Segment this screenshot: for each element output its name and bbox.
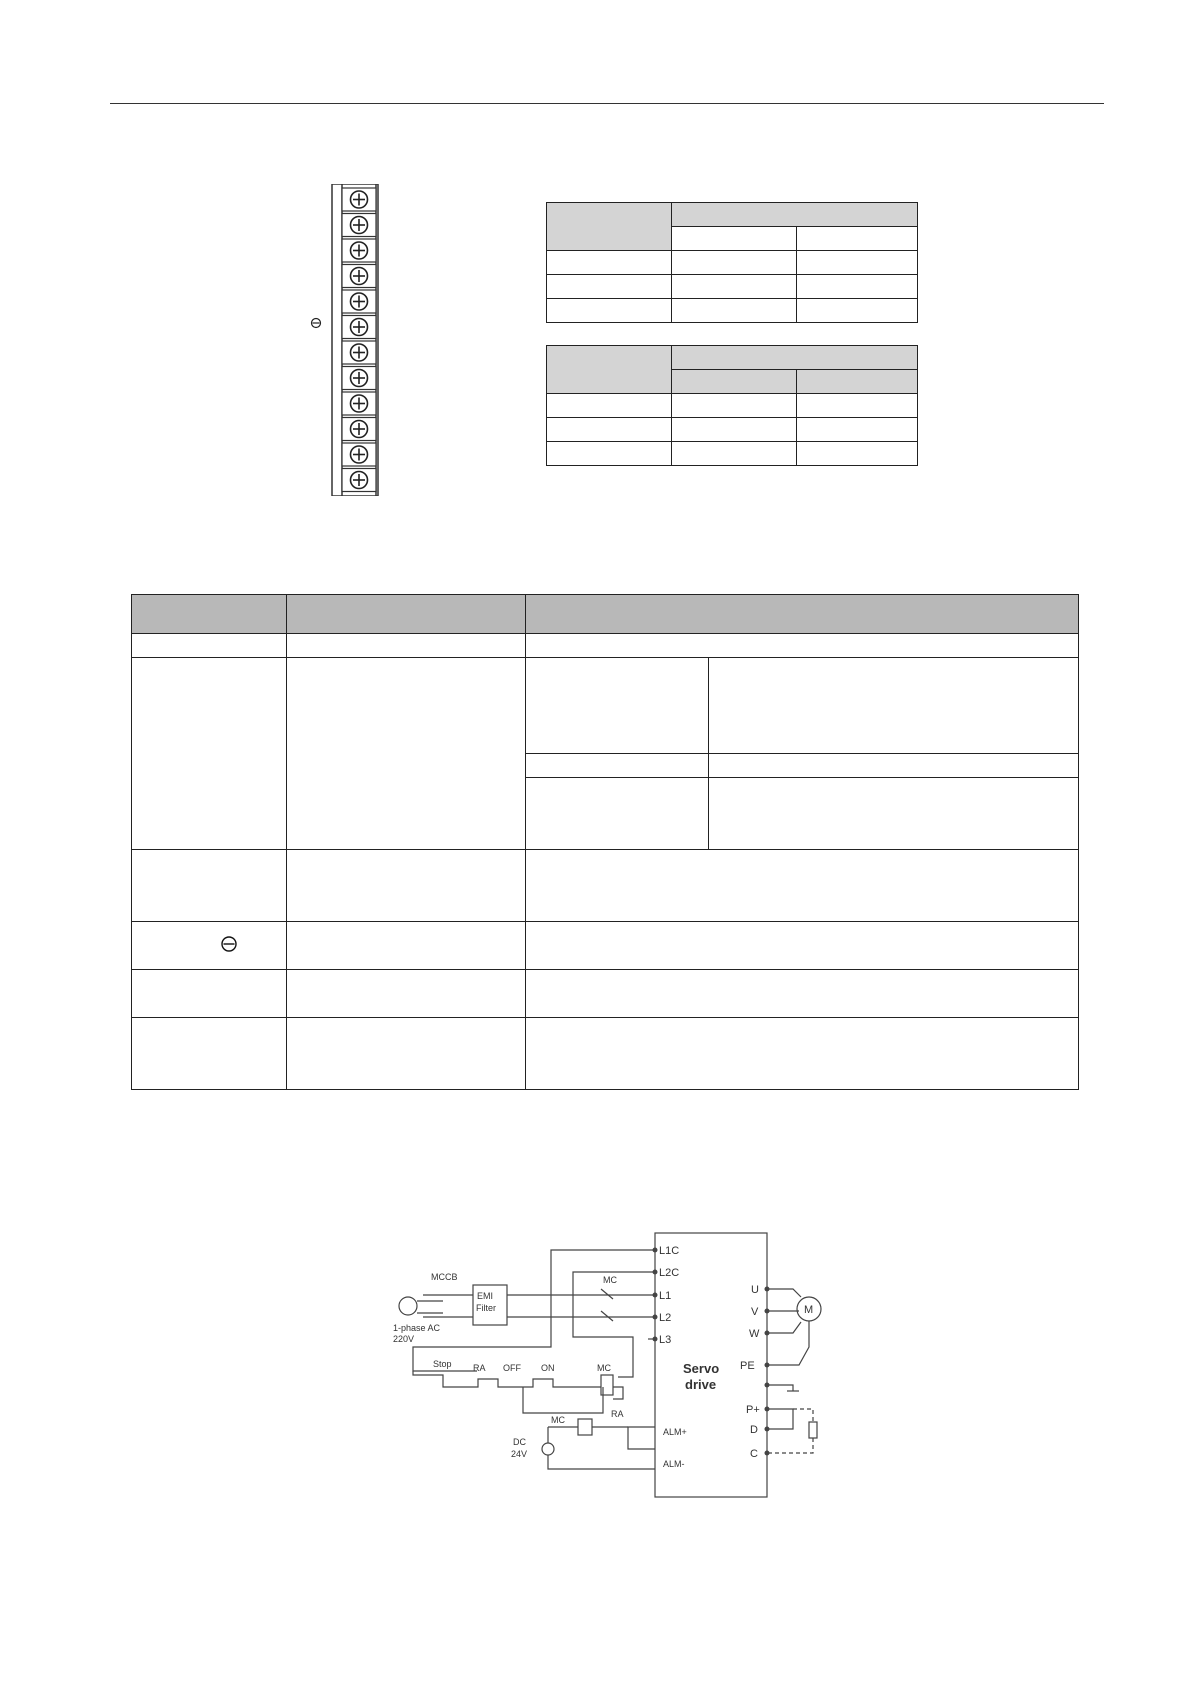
subheader-cell (672, 227, 797, 251)
table-cell (287, 850, 526, 922)
table-cell (132, 1018, 287, 1090)
label-alm-minus: ALM- (663, 1459, 685, 1469)
header-cell (547, 346, 672, 394)
table-cell (797, 418, 918, 442)
table-cell (672, 275, 797, 299)
label-servo: Servo (683, 1361, 720, 1376)
label-p-plus: P+ (746, 1404, 760, 1416)
table-cell (287, 634, 526, 658)
table-cell (132, 970, 287, 1018)
table-cell (672, 251, 797, 275)
label-filter: Filter (476, 1303, 496, 1313)
label-l1: L1 (659, 1290, 672, 1302)
label-220v: 220V (393, 1334, 415, 1344)
label-pe: PE (740, 1360, 755, 1372)
terminal-screw-icon (342, 316, 376, 339)
table-cell (526, 754, 709, 778)
label-l1c: L1C (659, 1245, 680, 1257)
terminal-screw-icon (342, 469, 376, 492)
label-mc-top: MC (603, 1275, 617, 1285)
terminal-block-illustration (328, 184, 384, 496)
table-cell (547, 442, 672, 466)
label-l2c: L2C (659, 1267, 680, 1279)
table-cell (547, 394, 672, 418)
table-cell (709, 778, 1079, 850)
table-cell (526, 922, 1079, 970)
table-cell (526, 850, 1079, 922)
label-ra-contact: RA (473, 1363, 486, 1373)
table-cell (526, 970, 1079, 1018)
table-cell (672, 394, 797, 418)
table-cell (526, 658, 709, 754)
terminal-screw-icon (342, 239, 376, 262)
label-mccb: MCCB (431, 1272, 458, 1282)
terminal-screw-icon (342, 418, 376, 441)
label-c: C (750, 1448, 758, 1460)
label-alm-plus: ALM+ (663, 1427, 687, 1437)
label-d: D (750, 1424, 758, 1436)
label-v: V (751, 1306, 759, 1318)
table-cell (709, 658, 1079, 754)
terminal-screw-icon (342, 290, 376, 313)
label-l2: L2 (659, 1312, 672, 1324)
table-cell (132, 634, 287, 658)
label-mc-coil: MC (597, 1363, 611, 1373)
table-cell (672, 418, 797, 442)
terminal-screw-icon (342, 188, 376, 211)
table-cell (287, 658, 526, 850)
table-cell (797, 275, 918, 299)
label-motor: M (804, 1304, 814, 1316)
label-on: ON (541, 1363, 555, 1373)
label-1-phase-ac: 1-phase AC (393, 1323, 441, 1333)
terminal-spec-table-2 (546, 345, 918, 466)
header-cell (672, 203, 918, 227)
label-dc: DC (513, 1437, 526, 1447)
terminal-screw-icon (342, 265, 376, 288)
terminal-screw-icon (342, 443, 376, 466)
table-cell (709, 754, 1079, 778)
table-cell (797, 299, 918, 323)
label-drive: drive (685, 1377, 717, 1392)
label-off: OFF (503, 1363, 521, 1373)
table-cell (287, 922, 526, 970)
table-cell (287, 1018, 526, 1090)
terminal-screw-icon (342, 367, 376, 390)
terminal-screw-icon (342, 392, 376, 415)
table-cell (547, 251, 672, 275)
table-cell (547, 275, 672, 299)
table-cell (132, 922, 287, 970)
table-cell (526, 634, 1079, 658)
terminal-screw-icon (342, 214, 376, 237)
header-cell (287, 595, 526, 634)
wiring-diagram (373, 1227, 843, 1507)
terminal-screw-icon (342, 341, 376, 364)
header-cell (132, 595, 287, 634)
table-cell (132, 658, 287, 850)
table-cell (526, 778, 709, 850)
table-cell (672, 442, 797, 466)
terminal-description-table (131, 594, 1079, 1090)
terminal-spec-table-1 (546, 202, 918, 323)
label-u: U (751, 1284, 759, 1296)
subheader-cell (672, 370, 797, 394)
table-cell (547, 299, 672, 323)
label-emi: EMI (477, 1291, 494, 1301)
header-cell (672, 346, 918, 370)
label-stop: Stop (433, 1359, 452, 1369)
minus-terminal-icon (220, 935, 238, 953)
table-cell (526, 1018, 1079, 1090)
label-w: W (749, 1328, 760, 1340)
header-rule (110, 103, 1104, 104)
table-cell (132, 850, 287, 922)
table-cell (672, 299, 797, 323)
minus-terminal-icon (310, 317, 322, 329)
ac-source-symbol (399, 1297, 417, 1315)
label-ra-relay: RA (611, 1409, 624, 1419)
table-cell (547, 418, 672, 442)
table-cell (287, 970, 526, 1018)
table-cell (797, 394, 918, 418)
label-24v: 24V (511, 1449, 528, 1459)
label-mc-hold: MC (551, 1415, 565, 1425)
header-cell (547, 203, 672, 251)
label-l3: L3 (659, 1334, 672, 1346)
table-cell (797, 251, 918, 275)
subheader-cell (797, 227, 918, 251)
subheader-cell (797, 370, 918, 394)
header-cell (526, 595, 1079, 634)
table-cell (797, 442, 918, 466)
